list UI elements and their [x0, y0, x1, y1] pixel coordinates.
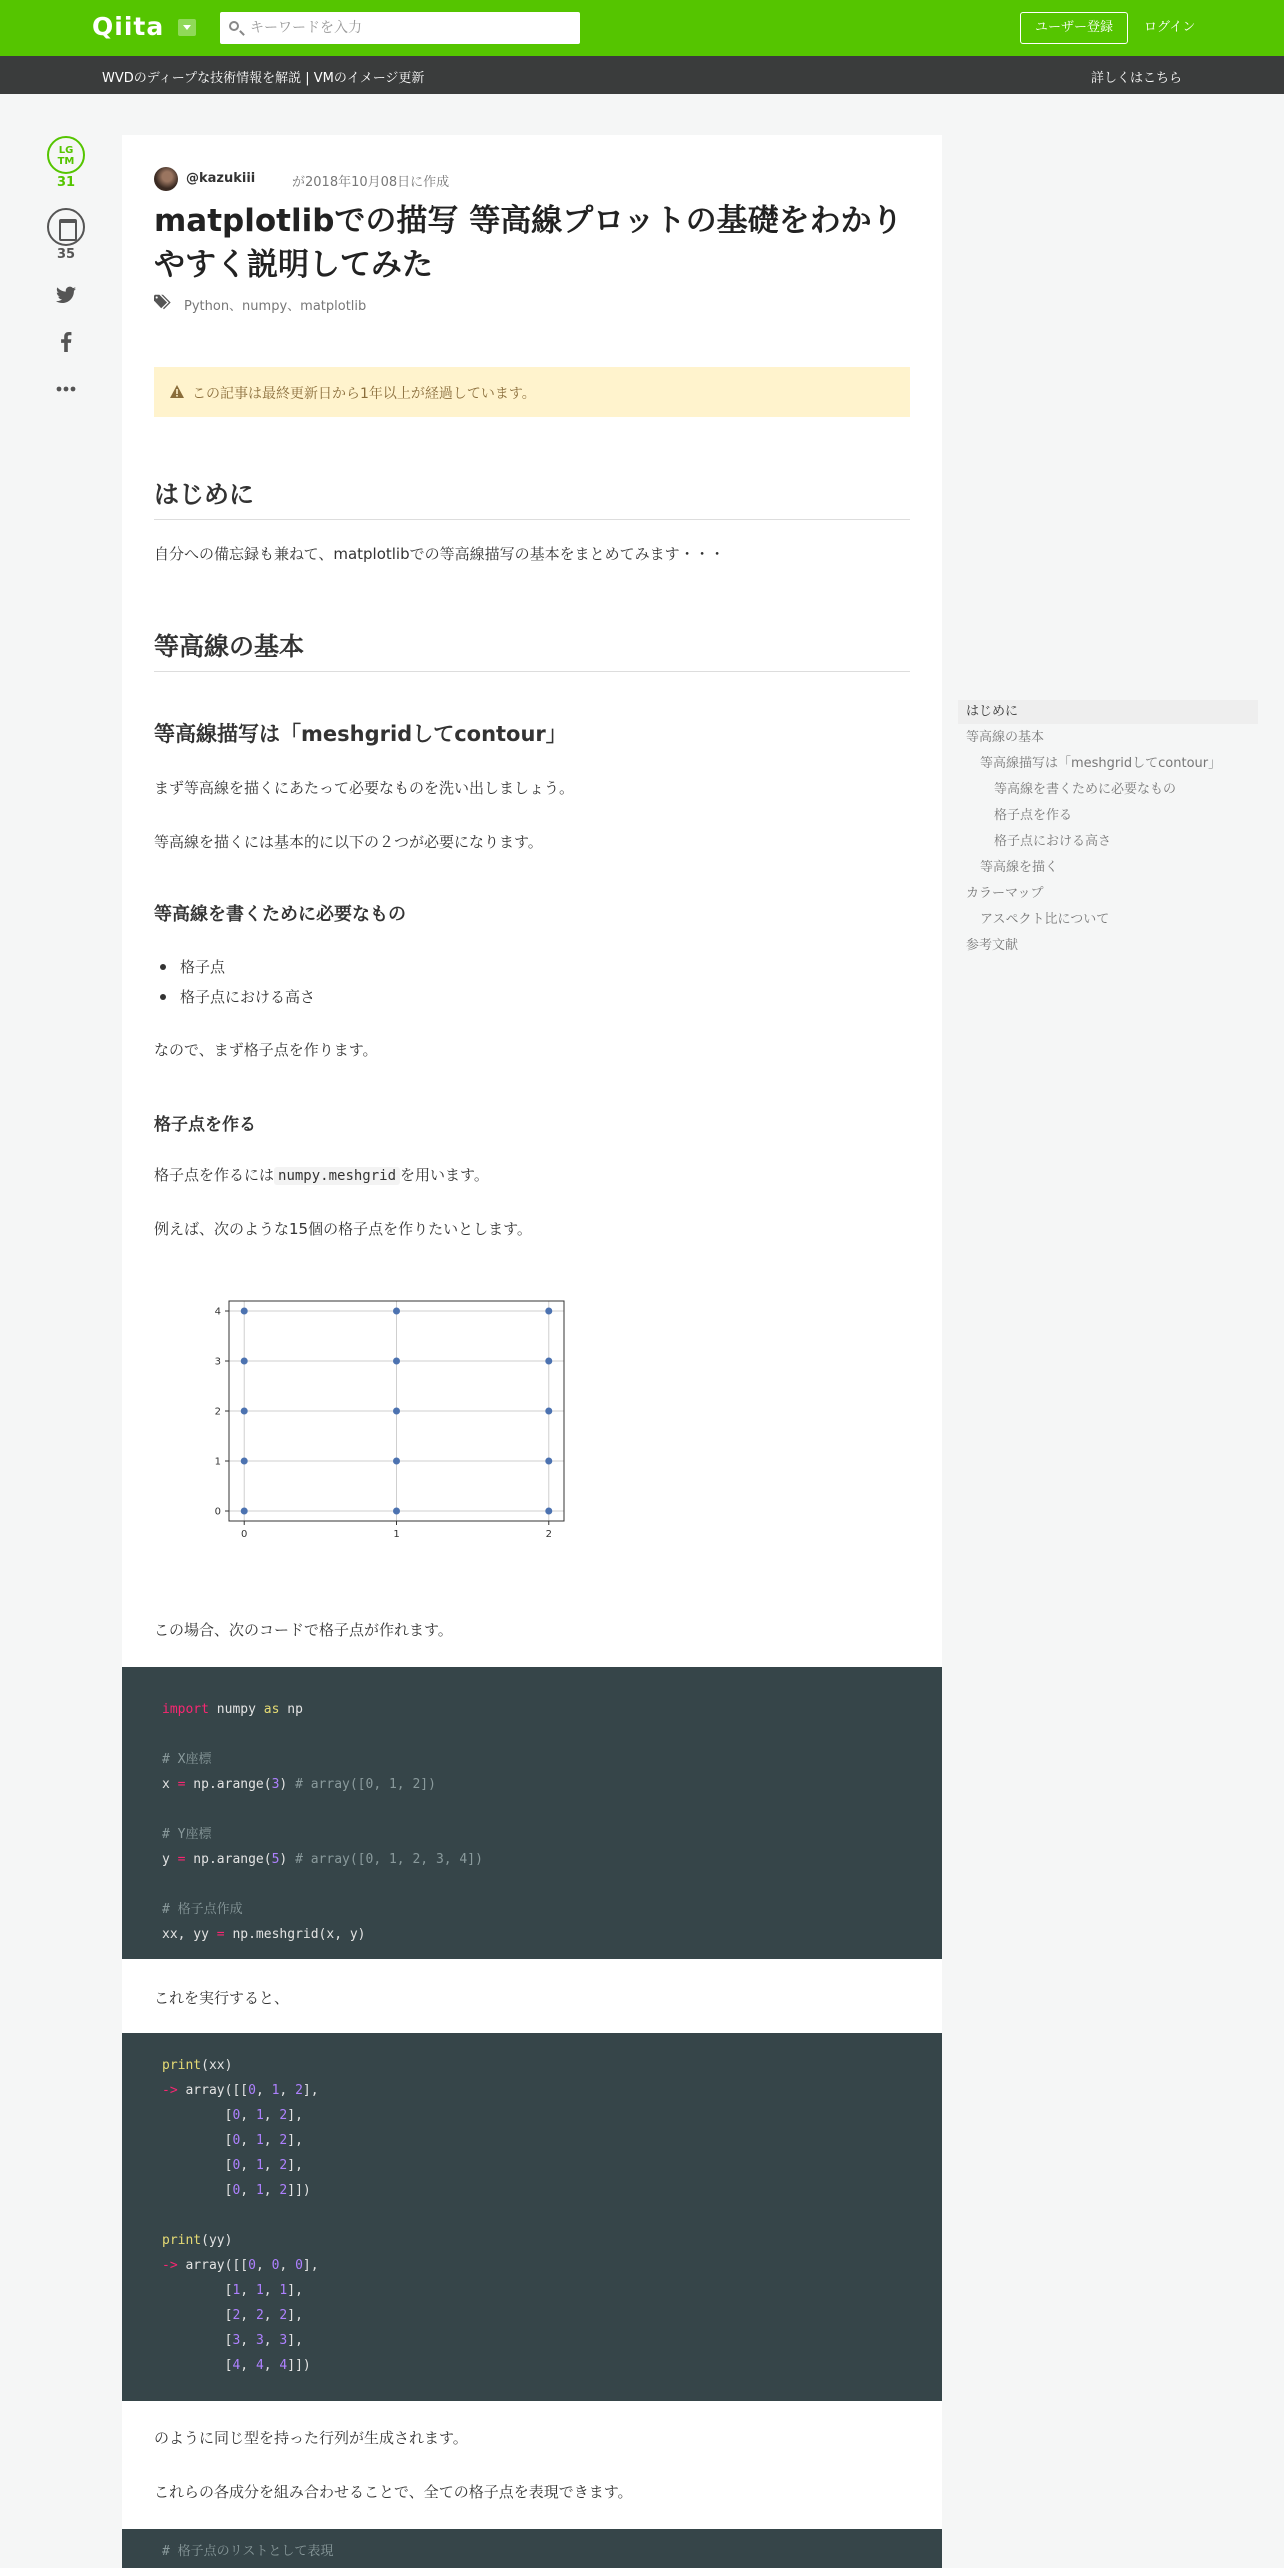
code-token: as [263, 1702, 280, 1717]
lgtm-button[interactable] [47, 136, 85, 174]
toc-item[interactable]: 格子点における高さ [994, 834, 1112, 849]
code-token: 3 [271, 1777, 280, 1792]
code-token: [ [162, 2133, 233, 2148]
code-token: 5 [271, 1852, 280, 1867]
code-token: print [162, 2233, 202, 2248]
code-line: [2, 2, 2], [162, 2308, 303, 2323]
code-line: [4, 4, 4]]) [162, 2358, 311, 2373]
paragraph: これらの各成分を組み合わせることで、全ての格子点を表現できます。 [154, 2483, 633, 2501]
code-token: 0 [232, 2183, 241, 2198]
facebook-icon[interactable] [58, 332, 74, 352]
notice-text: この記事は最終更新日から1年以上が経過しています。 [192, 386, 536, 402]
top-navbar [0, 0, 1284, 56]
promo-link[interactable]: 詳しくはこちら [1091, 71, 1183, 86]
code-token: np.arange( [185, 1777, 272, 1792]
more-icon[interactable] [56, 386, 76, 392]
data-point [545, 1508, 552, 1515]
tags-icon [154, 294, 172, 310]
code-token: 0 [232, 2133, 241, 2148]
code-token: 2 [279, 2308, 288, 2323]
list-item: 格子点 [180, 958, 226, 976]
toc-item[interactable]: アスペクト比について [980, 912, 1110, 927]
heading-basics: 等高線の基本 [154, 627, 910, 672]
code-token: 4 [255, 2358, 264, 2373]
code-token: x [162, 1777, 178, 1792]
code-token: 2 [279, 2183, 288, 2198]
code-token: = [177, 1852, 186, 1867]
paragraph [154, 1164, 910, 1185]
data-point [393, 1508, 400, 1515]
code-token: 1 [255, 2283, 264, 2298]
data-point [241, 1358, 248, 1365]
code-token: numpy [208, 1702, 264, 1717]
toc-item[interactable]: 等高線を描く [980, 860, 1059, 875]
code-line [162, 1772, 436, 1797]
code-token: array([[ [177, 2083, 249, 2098]
code-token: -> [162, 2258, 178, 2273]
paragraph: この場合、次のコードで格子点が作れます。 [154, 1621, 453, 1639]
warning-icon [170, 385, 184, 398]
code-line [162, 2228, 232, 2253]
data-point [241, 1458, 248, 1465]
code-token: (yy) [201, 2233, 233, 2248]
code-token: import [162, 1702, 209, 1717]
code-token: ) [279, 1852, 296, 1867]
heading-intro: はじめに [154, 475, 910, 520]
x-tick-label: 0 [241, 1529, 248, 1540]
plot-background [179, 1295, 579, 1555]
code-line: # 格子点のリストとして表現 [162, 2544, 334, 2559]
data-point [545, 1308, 552, 1315]
data-point [545, 1358, 552, 1365]
code-token: xx, yy [162, 1927, 217, 1942]
code-line: [0, 1, 2], [162, 2158, 303, 2173]
text: を用います。 [400, 1166, 489, 1184]
twitter-icon[interactable] [56, 286, 76, 304]
paragraph: これを実行すると、 [154, 1989, 290, 2007]
code-token: # array([0, 1, 2, 3, 4]) [295, 1852, 483, 1867]
tag-list[interactable]: Python、numpy、matplotlib [184, 299, 367, 314]
code-line: [0, 1, 2], [162, 2108, 303, 2123]
code-line [162, 1847, 483, 1872]
code-token: = [216, 1927, 225, 1942]
article-title: matplotlibでの描写 等高線プロットの基礎をわかりやすく説明してみた [154, 203, 903, 283]
code-token: 2 [279, 2133, 288, 2148]
heading-grid: 格子点を作る [154, 1115, 256, 1135]
code-token: 1 [271, 2083, 280, 2098]
code-token: = [177, 1777, 186, 1792]
code-token: 0 [271, 2258, 280, 2273]
code-line [162, 1697, 303, 1722]
code-token: 1 [279, 2283, 288, 2298]
created-date: が2018年10月08日に作成 [292, 175, 450, 190]
search-box[interactable] [220, 12, 580, 44]
code-token: 3 [279, 2333, 288, 2348]
inline-code: numpy.meshgrid [274, 1167, 400, 1185]
toc-item[interactable]: 参考文献 [966, 938, 1019, 953]
code-token: 2 [295, 2083, 303, 2098]
code-token: -> [162, 2083, 178, 2098]
chevron-down-icon[interactable] [178, 19, 196, 36]
signup-button[interactable]: ユーザー登録 [1020, 12, 1128, 44]
code-token: print [162, 2058, 202, 2073]
code-token: 0 [232, 2158, 241, 2173]
avatar[interactable] [154, 167, 178, 191]
code-token: [ [162, 2283, 233, 2298]
code-token: # array([0, 1, 2]) [295, 1777, 436, 1792]
toc-item[interactable]: 格子点を作る [994, 808, 1073, 823]
data-point [393, 1358, 400, 1365]
code-token: np.meshgrid(x, y) [224, 1927, 366, 1942]
paragraph: 等高線を描くには基本的に以下の２つが必要になります。 [154, 833, 543, 851]
code-token: 4 [279, 2358, 288, 2373]
y-tick-label: 3 [214, 1356, 221, 1368]
x-tick-label: 2 [545, 1529, 552, 1540]
data-point [241, 1408, 248, 1415]
code-token: 1 [255, 2108, 264, 2123]
promo-banner [0, 56, 1284, 94]
code-line [162, 2053, 232, 2078]
code-block [122, 1667, 942, 1959]
toc-item[interactable]: カラーマップ [966, 886, 1044, 901]
code-token: 2 [232, 2308, 241, 2323]
code-token: array([[ [177, 2258, 249, 2273]
code-line: [3, 3, 3], [162, 2333, 303, 2348]
promo-text[interactable]: WVDのディープな技術情報を解説 | VMのイメージ更新 [102, 71, 425, 86]
code-token: [ [162, 2333, 233, 2348]
paragraph: のように同じ型を持った行列が生成されます。 [154, 2429, 468, 2447]
text: 格子点を作るには [154, 1166, 275, 1184]
code-line: -> array([[0, 0, 0], [162, 2258, 319, 2273]
code-token: ) [279, 1777, 296, 1792]
code-block [122, 2033, 942, 2401]
heading-meshgrid: 等高線描写は「meshgridしてcontour」 [154, 722, 567, 746]
y-tick-label: 2 [214, 1406, 221, 1418]
outdated-notice [154, 367, 910, 417]
lgtm-count: 31 [56, 175, 76, 190]
code-token: 3 [232, 2333, 241, 2348]
data-point [393, 1308, 400, 1315]
toc-item[interactable]: 等高線の基本 [966, 730, 1045, 745]
code-token: y [162, 1852, 178, 1867]
stock-button[interactable] [47, 208, 85, 246]
toc-item[interactable]: はじめに [958, 700, 1258, 724]
code-token: 1 [255, 2133, 264, 2148]
code-line: [0, 1, 2]]) [162, 2183, 311, 2198]
code-token: np.arange( [185, 1852, 272, 1867]
code-token: [ [162, 2358, 233, 2373]
code-token: [ [162, 2158, 233, 2173]
paragraph: まず等高線を描くにあたって必要なものを洗い出しましょう。 [154, 779, 575, 797]
search-input[interactable] [250, 16, 570, 40]
heading-required: 等高線を書くために必要なもの [154, 904, 406, 925]
code-token: 2 [255, 2308, 264, 2323]
toc-item[interactable]: 等高線を書くために必要なもの [994, 782, 1177, 797]
code-line: # X座標 [162, 1752, 212, 1767]
y-tick-label: 0 [214, 1506, 221, 1518]
code-token: 1 [255, 2183, 264, 2198]
code-line: [0, 1, 2], [162, 2133, 303, 2148]
data-point [545, 1408, 552, 1415]
code-line [162, 1922, 366, 1947]
code-token: 0 [232, 2108, 241, 2123]
code-token: 3 [255, 2333, 264, 2348]
code-line: [1, 1, 1], [162, 2283, 303, 2298]
code-token: [ [162, 2308, 233, 2323]
code-token: 4 [232, 2358, 241, 2373]
code-block [122, 2529, 942, 2568]
grid-points-scatter-plot [179, 1295, 579, 1555]
code-line: # Y座標 [162, 1827, 212, 1842]
data-point [393, 1458, 400, 1465]
paragraph: なので、まず格子点を作ります。 [154, 1041, 378, 1059]
code-token: 0 [248, 2258, 256, 2273]
data-point [241, 1508, 248, 1515]
code-line: -> array([[0, 1, 2], [162, 2083, 319, 2098]
code-token: np [279, 1702, 303, 1717]
y-tick-label: 1 [214, 1456, 221, 1468]
toc-item[interactable]: 等高線描写は「meshgridしてcontour」 [980, 756, 1222, 771]
code-token: 1 [255, 2158, 264, 2173]
code-line: # 格子点作成 [162, 1902, 243, 1917]
code-token: 2 [279, 2158, 288, 2173]
data-point [393, 1408, 400, 1415]
code-token: [ [162, 2183, 233, 2198]
x-tick-label: 1 [393, 1529, 400, 1540]
login-link[interactable]: ログイン [1144, 20, 1196, 35]
qiita-logo[interactable]: Qiita [92, 12, 165, 41]
search-icon [229, 21, 239, 31]
y-tick-label: 4 [214, 1306, 221, 1318]
data-point [241, 1308, 248, 1315]
list-item: 格子点における高さ [180, 988, 316, 1006]
code-token: 1 [232, 2283, 241, 2298]
code-token: [ [162, 2108, 233, 2123]
data-point [545, 1458, 552, 1465]
stock-count: 35 [56, 247, 76, 262]
author-name[interactable]: @kazukiii [186, 171, 256, 186]
code-token: 0 [248, 2083, 256, 2098]
code-token: (xx) [201, 2058, 233, 2073]
article-body [122, 135, 942, 2568]
paragraph: 自分への備忘録も兼ねて、matplotlibでの等高線描写の基本をまとめてみます・・・ [154, 545, 725, 563]
lgtm-label: LG TM [57, 145, 75, 167]
paragraph: 例えば、次のような15個の格子点を作りたいとします。 [154, 1220, 532, 1238]
code-token: 0 [295, 2258, 303, 2273]
code-token: 2 [279, 2108, 288, 2123]
